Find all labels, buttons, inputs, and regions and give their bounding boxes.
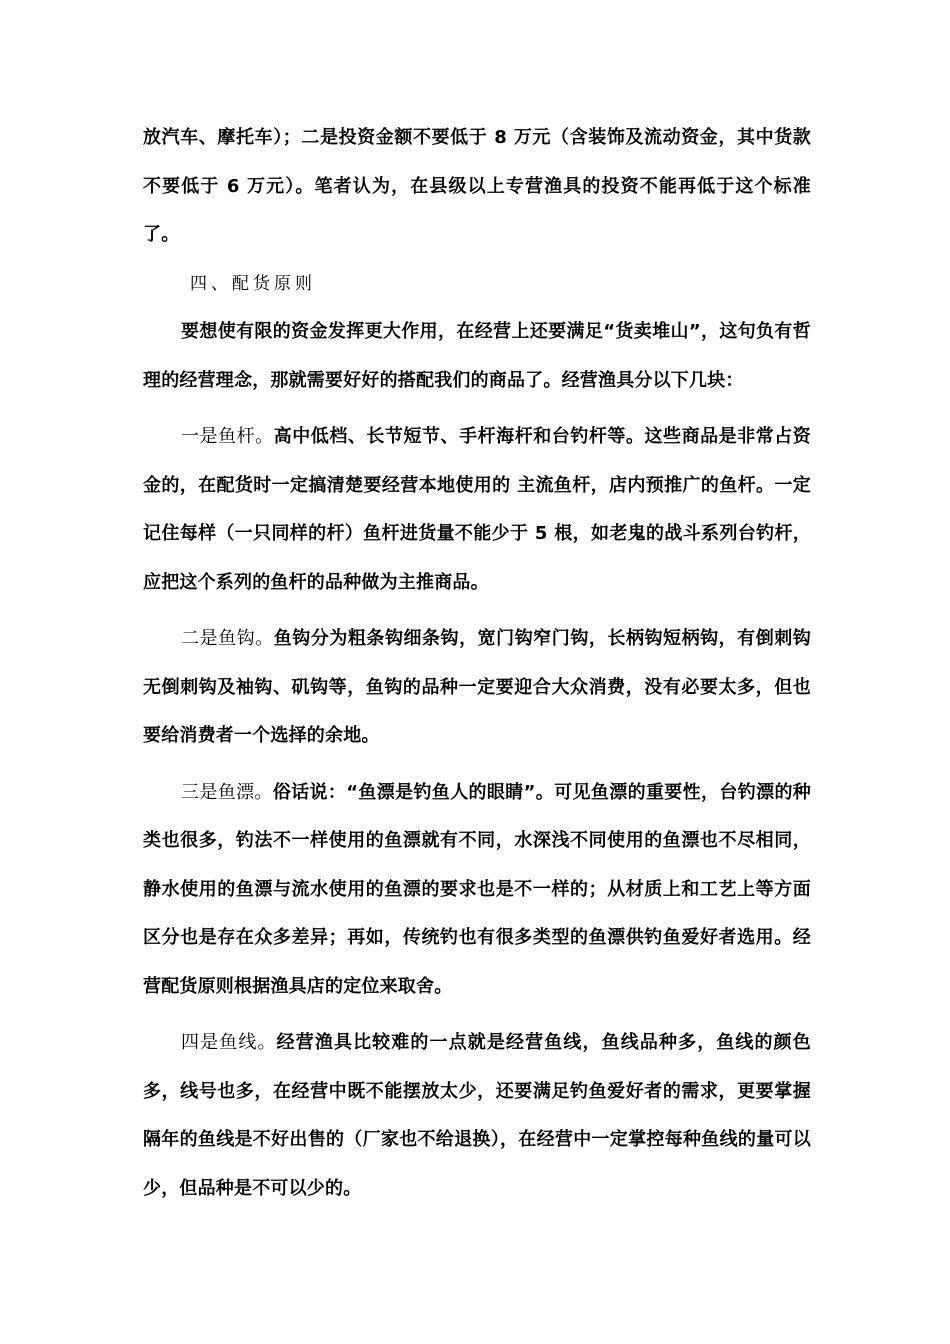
paragraph-text: 鱼钩分为粗条钩细条钩，宽门钩窄门钩，长柄钩短柄钩，有倒刺钩无倒刺钩及袖钩、矶钩等，鱼钩的品种一定要迎合大众消费，没有必要太多，但也要给消费者一个选择的余地。 (143, 628, 812, 746)
section-heading: 四、配货原则 (190, 273, 316, 294)
paragraph-text: 高中低档、长节短节、手杆海杆和台钓杆等。这些商品是非常占资金的，在配货时一定搞清楚要经营本地使用的 主流鱼杆，店内预推广的鱼杆。一定记住每样（一只同样的杆）鱼杆进货量不能少于 5 根，如老鬼的战斗系列台钓杆，应把这个系列的鱼杆的品种做为主推商品。 (143, 426, 812, 593)
paragraph-investment-standard: 放汽车、摩托车）；二是投资金额不要低于 8 万元（含装饰及流动资金，其中货款不要低于 6 万元）。笔者认为，在县级以上专营渔具的投资不能再低于这个标准了。 (143, 127, 811, 245)
document-body (143, 114, 811, 1213)
paragraph-lead: 四是鱼线。 (181, 1032, 277, 1053)
paragraph-fishing-lines (143, 1019, 811, 1213)
paragraph-fishing-rods (143, 413, 811, 607)
paragraph-text: 俗话说：“鱼漂是钓鱼人的眼睛”。可见鱼漂的重要性，台钓漂的种类也很多，钓法不一样使用的鱼漂就有不同，水深浅不同使用的鱼漂也不尽相同，静水使用的鱼漂与流水使用的鱼漂的要求也是不一样的；从材质上和工艺上等方面区分也是存在众多差异；再如，传统钓也有很多类型的鱼漂供钓鱼爱好者选用。经营配货原则根据渔具店的定位来取舍。 (143, 781, 811, 997)
paragraph-lead: 二是鱼钩。 (181, 628, 274, 649)
paragraph-floats (143, 769, 811, 1012)
paragraph-intro: 要想使有限的资金发挥更大作用，在经营上还要满足“货卖堆山”，这句负有哲理的经营理念，那就需要好好的搭配我们的商品了。经营渔具分以下几块： (143, 321, 811, 391)
paragraph-lead: 三是鱼漂。 (181, 781, 273, 803)
paragraph-text: 经营渔具比较难的一点就是经营鱼线，鱼线品种多，鱼线的颜色多，线号也多，在经营中既不能摆放太少，还要满足钓鱼爱好者的需求，更要掌握隔年的鱼线是不好出售的（厂家也不给退换），在经营中一定掌控每种鱼线的量可以少，但品种是不可以少的。 (143, 1032, 811, 1199)
paragraph-lead: 一是鱼杆。 (181, 426, 274, 447)
paragraph-fish-hooks (143, 615, 811, 761)
